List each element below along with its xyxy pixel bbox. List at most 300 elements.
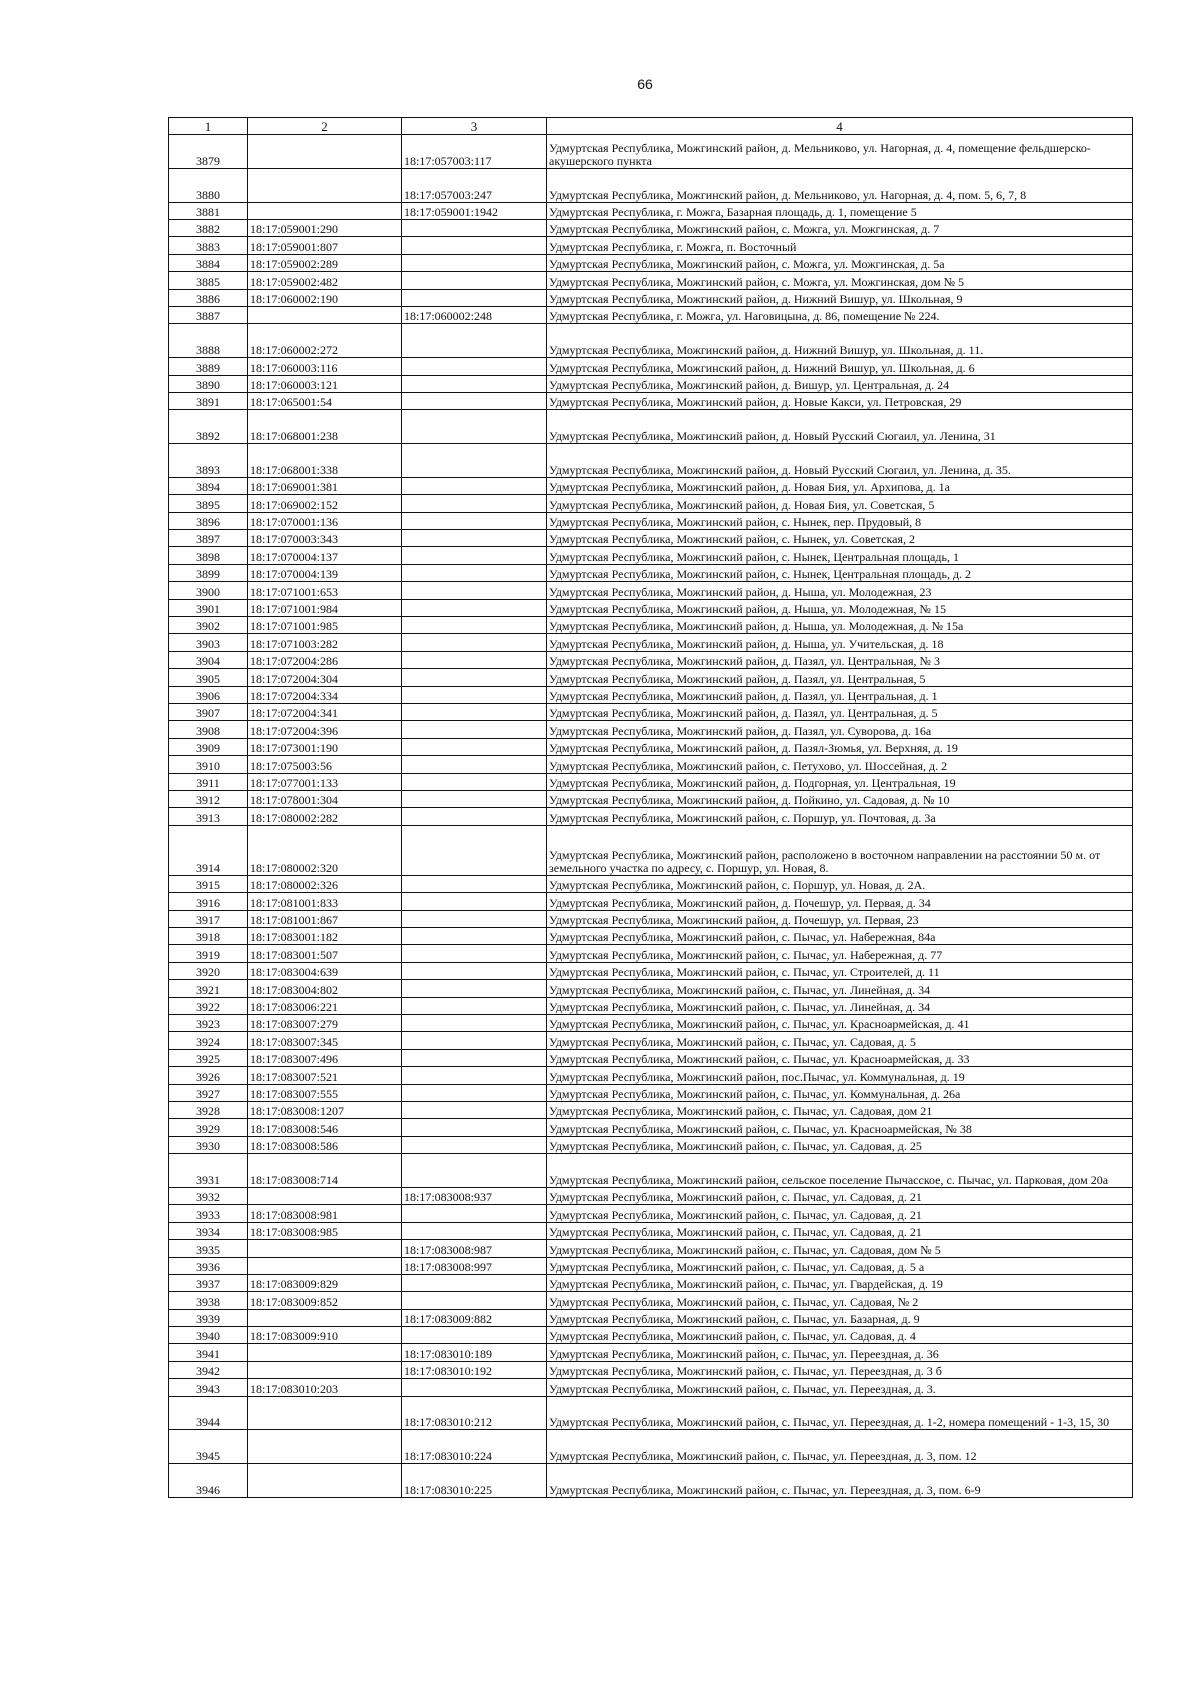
cadastral-number-col3-cell	[402, 444, 547, 478]
cadastral-number-col3-cell: 18:17:057003:247	[402, 168, 547, 202]
address-cell: Удмуртская Республика, Можгинский район, с. Пычас, ул. Линейная, д. 34	[547, 980, 1133, 997]
cadastral-number-col2-cell: 18:17:072004:341	[248, 703, 402, 720]
row-number-cell: 3889	[169, 358, 248, 375]
table-row	[169, 1015, 1133, 1032]
cadastral-number-col2-cell: 18:17:083007:555	[248, 1084, 402, 1101]
cadastral-number-col3-cell	[402, 375, 547, 392]
cadastral-number-col2-cell	[248, 1344, 402, 1361]
cadastral-number-col3-cell	[402, 1015, 547, 1032]
cadastral-number-col2-cell: 18:17:072004:334	[248, 686, 402, 703]
row-number-cell: 3891	[169, 392, 248, 409]
table-row	[169, 410, 1133, 444]
address-cell: Удмуртская Республика, г. Можга, ул. Наговицына, д. 86, помещение № 224.	[547, 306, 1133, 323]
row-number-cell: 3935	[169, 1240, 248, 1257]
address-cell: Удмуртская Республика, Можгинский район, д. Пазял, ул. Центральная, д. 1	[547, 686, 1133, 703]
cadastral-number-col2-cell: 18:17:073001:190	[248, 738, 402, 755]
address-cell: Удмуртская Республика, Можгинский район, с. Пычас, ул. Садовая, д. 21	[547, 1222, 1133, 1239]
table-row	[169, 582, 1133, 599]
cadastral-number-col3-cell: 18:17:057003:117	[402, 135, 547, 169]
cadastral-number-col2-cell: 18:17:083009:829	[248, 1274, 402, 1291]
cadastral-number-col3-cell	[402, 1274, 547, 1291]
cadastral-number-col2-cell: 18:17:068001:238	[248, 410, 402, 444]
cadastral-number-col3-cell	[402, 1119, 547, 1136]
row-number-cell: 3897	[169, 530, 248, 547]
address-cell: Удмуртская Республика, Можгинский район, с. Пычас, ул. Красноармейская, д. 33	[547, 1049, 1133, 1066]
cadastral-number-col2-cell	[248, 1187, 402, 1204]
row-number-cell: 3893	[169, 444, 248, 478]
table-row	[169, 1274, 1133, 1291]
address-cell: Удмуртская Республика, Можгинский район, д. Почешур, ул. Первая, д. 34	[547, 893, 1133, 910]
table-row	[169, 738, 1133, 755]
row-number-cell: 3881	[169, 202, 248, 219]
address-cell: Удмуртская Республика, Можгинский район, с. Пычас, ул. Линейная, д. 34	[547, 997, 1133, 1014]
cadastral-number-col3-cell	[402, 1205, 547, 1222]
cadastral-number-col2-cell: 18:17:083007:345	[248, 1032, 402, 1049]
cadastral-number-col3-cell	[402, 477, 547, 494]
address-cell: Удмуртская Республика, Можгинский район, пос.Пычас, ул. Коммунальная, д. 19	[547, 1067, 1133, 1084]
cadastral-number-col3-cell: 18:17:083008:987	[402, 1240, 547, 1257]
cadastral-number-col2-cell: 18:17:083006:221	[248, 997, 402, 1014]
cadastral-number-col3-cell	[402, 272, 547, 289]
row-number-cell: 3918	[169, 928, 248, 945]
cadastral-number-col2-cell: 18:17:083008:1207	[248, 1101, 402, 1118]
address-cell: Удмуртская Республика, Можгинский район, с. Пычас, ул. Коммунальная, д. 26а	[547, 1084, 1133, 1101]
cadastral-number-col3-cell	[402, 495, 547, 512]
cadastral-number-col3-cell	[402, 254, 547, 271]
table-row	[169, 495, 1133, 512]
address-cell: Удмуртская Республика, Можгинский район, с. Пычас, ул. Переездная, д. 3.	[547, 1379, 1133, 1396]
row-number-cell: 3919	[169, 945, 248, 962]
cadastral-number-col2-cell: 18:17:080002:326	[248, 875, 402, 892]
table-row	[169, 980, 1133, 997]
table-row	[169, 1464, 1133, 1498]
table-row	[169, 272, 1133, 289]
cadastral-number-col2-cell: 18:17:083001:182	[248, 928, 402, 945]
table-row	[169, 1327, 1133, 1344]
row-number-cell: 3890	[169, 375, 248, 392]
cadastral-number-col2-cell	[248, 135, 402, 169]
table-row	[169, 289, 1133, 306]
cadastral-number-col3-cell	[402, 1049, 547, 1066]
table-row	[169, 202, 1133, 219]
row-number-cell: 3882	[169, 219, 248, 236]
table-row	[169, 530, 1133, 547]
cadastral-number-col2-cell	[248, 168, 402, 202]
column-header-3: 3	[402, 118, 547, 135]
address-cell: Удмуртская Республика, Можгинский район, с. Пычас, ул. Переездная, д. 3, пом. 6-9	[547, 1464, 1133, 1498]
address-cell: Удмуртская Республика, Можгинский район, д. Почешур, ул. Первая, 23	[547, 910, 1133, 927]
cadastral-number-col3-cell	[402, 1154, 547, 1188]
table-row	[169, 634, 1133, 651]
header-row	[169, 118, 1133, 135]
cadastral-number-col2-cell: 18:17:071001:985	[248, 617, 402, 634]
table-row	[169, 324, 1133, 358]
cadastral-number-col2-cell: 18:17:083008:546	[248, 1119, 402, 1136]
cadastral-number-col3-cell	[402, 582, 547, 599]
cadastral-number-col3-cell: 18:17:083008:937	[402, 1187, 547, 1204]
address-cell: Удмуртская Республика, Можгинский район, с. Пычас, ул. Переездная, д. 1-2, номера помещений - 1-3, 15, 30	[547, 1396, 1133, 1430]
address-cell: Удмуртская Республика, Можгинский район, с. Пычас, ул. Садовая, № 2	[547, 1292, 1133, 1309]
column-header-2: 2	[248, 118, 402, 135]
cadastral-number-col2-cell: 18:17:072004:396	[248, 721, 402, 738]
row-number-cell: 3907	[169, 703, 248, 720]
cadastral-number-col3-cell	[402, 1379, 547, 1396]
table-row	[169, 1187, 1133, 1204]
cadastral-number-col3-cell	[402, 910, 547, 927]
table-row	[169, 1396, 1133, 1430]
row-number-cell: 3880	[169, 168, 248, 202]
address-cell: Удмуртская Республика, Можгинский район, с. Пычас, ул. Базарная, д. 9	[547, 1309, 1133, 1326]
row-number-cell: 3937	[169, 1274, 248, 1291]
table-row	[169, 599, 1133, 616]
row-number-cell: 3884	[169, 254, 248, 271]
table-row	[169, 237, 1133, 254]
row-number-cell: 3927	[169, 1084, 248, 1101]
cadastral-number-col3-cell	[402, 512, 547, 529]
row-number-cell: 3940	[169, 1327, 248, 1344]
cadastral-number-col3-cell	[402, 547, 547, 564]
cadastral-number-col2-cell: 18:17:071003:282	[248, 634, 402, 651]
address-cell: Удмуртская Республика, Можгинский район, с. Пычас, ул. Садовая, д. 5	[547, 1032, 1133, 1049]
cadastral-number-col2-cell	[248, 1361, 402, 1378]
cadastral-number-col3-cell	[402, 928, 547, 945]
cadastral-number-col3-cell	[402, 324, 547, 358]
row-number-cell: 3906	[169, 686, 248, 703]
address-cell: Удмуртская Республика, Можгинский район, с. Можга, ул. Можгинская, дом № 5	[547, 272, 1133, 289]
cadastral-number-col3-cell	[402, 564, 547, 581]
table-row	[169, 1067, 1133, 1084]
cadastral-number-col3-cell	[402, 893, 547, 910]
table-row	[169, 1084, 1133, 1101]
column-header-1: 1	[169, 118, 248, 135]
row-number-cell: 3932	[169, 1187, 248, 1204]
cadastral-number-col3-cell	[402, 1032, 547, 1049]
table-row	[169, 721, 1133, 738]
table-row	[169, 773, 1133, 790]
cadastral-number-col3-cell	[402, 1101, 547, 1118]
cadastral-number-col2-cell: 18:17:083007:279	[248, 1015, 402, 1032]
row-number-cell: 3921	[169, 980, 248, 997]
table-row	[169, 1136, 1133, 1153]
table-row	[169, 477, 1133, 494]
table-row	[169, 1379, 1133, 1396]
table-row	[169, 1032, 1133, 1049]
row-number-cell: 3883	[169, 237, 248, 254]
table-row	[169, 135, 1133, 169]
table-row	[169, 790, 1133, 807]
row-number-cell: 3945	[169, 1430, 248, 1464]
cadastral-number-col3-cell	[402, 756, 547, 773]
row-number-cell: 3915	[169, 875, 248, 892]
address-cell: Удмуртская Республика, г. Можга, Базарная площадь, д. 1, помещение 5	[547, 202, 1133, 219]
cadastral-number-col2-cell: 18:17:070004:139	[248, 564, 402, 581]
address-cell: Удмуртская Республика, Можгинский район, с. Петухово, ул. Шоссейная, д. 2	[547, 756, 1133, 773]
table-row	[169, 893, 1133, 910]
table-row	[169, 875, 1133, 892]
table-row	[169, 651, 1133, 668]
row-number-cell: 3917	[169, 910, 248, 927]
cadastral-number-col2-cell: 18:17:080002:282	[248, 808, 402, 825]
address-cell: Удмуртская Республика, г. Можга, п. Восточный	[547, 237, 1133, 254]
cadastral-number-col2-cell: 18:17:083010:203	[248, 1379, 402, 1396]
row-number-cell: 3928	[169, 1101, 248, 1118]
row-number-cell: 3910	[169, 756, 248, 773]
cadastral-number-col2-cell: 18:17:083008:714	[248, 1154, 402, 1188]
cadastral-number-col3-cell: 18:17:083010:212	[402, 1396, 547, 1430]
cadastral-number-col2-cell: 18:17:059002:289	[248, 254, 402, 271]
cadastral-number-col2-cell: 18:17:060002:190	[248, 289, 402, 306]
cadastral-number-col2-cell: 18:17:070001:136	[248, 512, 402, 529]
row-number-cell: 3895	[169, 495, 248, 512]
cadastral-number-col3-cell	[402, 410, 547, 444]
table-row	[169, 1205, 1133, 1222]
cadastral-number-col2-cell: 18:17:078001:304	[248, 790, 402, 807]
address-cell: Удмуртская Республика, Можгинский район, д. Пазял, ул. Центральная, 5	[547, 669, 1133, 686]
address-cell: Удмуртская Республика, Можгинский район, д. Пазял, ул. Суворова, д. 16а	[547, 721, 1133, 738]
table-row	[169, 168, 1133, 202]
row-number-cell: 3930	[169, 1136, 248, 1153]
address-cell: Удмуртская Республика, Можгинский район, д. Новый Русский Сюгаил, ул. Ленина, д. 35.	[547, 444, 1133, 478]
address-cell: Удмуртская Республика, Можгинский район, с. Пычас, ул. Красноармейская, д. 41	[547, 1015, 1133, 1032]
cadastral-number-col2-cell: 18:17:070004:137	[248, 547, 402, 564]
table-row	[169, 1257, 1133, 1274]
table-row	[169, 1430, 1133, 1464]
table-row	[169, 1101, 1133, 1118]
address-cell: Удмуртская Республика, Можгинский район, с. Пычас, ул. Переездная, д. 3 б	[547, 1361, 1133, 1378]
cadastral-number-col2-cell: 18:17:060003:121	[248, 375, 402, 392]
row-number-cell: 3946	[169, 1464, 248, 1498]
table-row	[169, 808, 1133, 825]
row-number-cell: 3929	[169, 1119, 248, 1136]
address-cell: Удмуртская Республика, Можгинский район, с. Пычас, ул. Гвардейская, д. 19	[547, 1274, 1133, 1291]
address-cell: Удмуртская Республика, Можгинский район, сельское поселение Пычасское, с. Пычас, ул. Парковая, дом 20а	[547, 1154, 1133, 1188]
address-cell: Удмуртская Республика, Можгинский район, с. Пычас, ул. Садовая, дом 21	[547, 1101, 1133, 1118]
row-number-cell: 3898	[169, 547, 248, 564]
cadastral-number-col2-cell: 18:17:083008:586	[248, 1136, 402, 1153]
row-number-cell: 3903	[169, 634, 248, 651]
cadastral-number-col3-cell	[402, 1067, 547, 1084]
cadastral-number-col3-cell: 18:17:083010:192	[402, 1361, 547, 1378]
cadastral-number-col2-cell	[248, 1464, 402, 1498]
cadastral-number-col2-cell: 18:17:060003:116	[248, 358, 402, 375]
cadastral-number-col3-cell	[402, 1327, 547, 1344]
row-number-cell: 3908	[169, 721, 248, 738]
cadastral-number-col3-cell	[402, 790, 547, 807]
address-cell: Удмуртская Республика, Можгинский район, д. Ныша, ул. Молодежная, № 15	[547, 599, 1133, 616]
row-number-cell: 3939	[169, 1309, 248, 1326]
address-cell: Удмуртская Республика, Можгинский район, с. Нынек, Центральная площадь, д. 2	[547, 564, 1133, 581]
cadastral-number-col3-cell	[402, 1222, 547, 1239]
cadastral-number-col3-cell: 18:17:083010:224	[402, 1430, 547, 1464]
row-number-cell: 3926	[169, 1067, 248, 1084]
address-cell: Удмуртская Республика, Можгинский район, д. Ныша, ул. Учительская, д. 18	[547, 634, 1133, 651]
row-number-cell: 3888	[169, 324, 248, 358]
cadastral-number-col3-cell	[402, 237, 547, 254]
column-header-4: 4	[547, 118, 1133, 135]
address-cell: Удмуртская Республика, Можгинский район, с. Пычас, ул. Набережная, д. 77	[547, 945, 1133, 962]
cadastral-number-col2-cell: 18:17:071001:984	[248, 599, 402, 616]
cadastral-number-col3-cell	[402, 721, 547, 738]
cadastral-number-col3-cell	[402, 358, 547, 375]
cadastral-number-col2-cell: 18:17:071001:653	[248, 582, 402, 599]
table-row	[169, 1154, 1133, 1188]
table-row	[169, 392, 1133, 409]
address-cell: Удмуртская Республика, Можгинский район, с. Пычас, ул. Переездная, д. 3, пом. 12	[547, 1430, 1133, 1464]
row-number-cell: 3886	[169, 289, 248, 306]
row-number-cell: 3900	[169, 582, 248, 599]
cadastral-number-col2-cell: 18:17:081001:867	[248, 910, 402, 927]
address-cell: Удмуртская Республика, Можгинский район, с. Поршур, ул. Новая, д. 2А.	[547, 875, 1133, 892]
address-cell: Удмуртская Республика, Можгинский район, с. Можга, ул. Можгинская, д. 5а	[547, 254, 1133, 271]
row-number-cell: 3944	[169, 1396, 248, 1430]
table-row	[169, 254, 1133, 271]
address-cell: Удмуртская Республика, Можгинский район, с. Пычас, ул. Садовая, д. 21	[547, 1187, 1133, 1204]
row-number-cell: 3931	[169, 1154, 248, 1188]
row-number-cell: 3904	[169, 651, 248, 668]
row-number-cell: 3892	[169, 410, 248, 444]
address-cell: Удмуртская Республика, Можгинский район, д. Пойкино, ул. Садовая, д. № 10	[547, 790, 1133, 807]
table-row	[169, 1344, 1133, 1361]
cadastral-number-col2-cell	[248, 1309, 402, 1326]
address-cell: Удмуртская Республика, Можгинский район, с. Поршур, ул. Почтовая, д. 3а	[547, 808, 1133, 825]
row-number-cell: 3920	[169, 962, 248, 979]
table-row	[169, 1222, 1133, 1239]
cadastral-number-col3-cell: 18:17:083008:997	[402, 1257, 547, 1274]
cadastral-number-col3-cell	[402, 997, 547, 1014]
address-cell: Удмуртская Республика, Можгинский район, д. Новая Бия, ул. Архипова, д. 1а	[547, 477, 1133, 494]
row-number-cell: 3902	[169, 617, 248, 634]
cadastral-number-col2-cell	[248, 1240, 402, 1257]
cadastral-number-col2-cell: 18:17:059001:807	[248, 237, 402, 254]
cadastral-number-col3-cell	[402, 392, 547, 409]
cadastral-number-col3-cell	[402, 945, 547, 962]
row-number-cell: 3879	[169, 135, 248, 169]
address-cell: Удмуртская Республика, Можгинский район, д. Вишур, ул. Центральная, д. 24	[547, 375, 1133, 392]
row-number-cell: 3943	[169, 1379, 248, 1396]
address-cell: Удмуртская Республика, Можгинский район, д. Пазял, ул. Центральная, д. 5	[547, 703, 1133, 720]
address-cell: Удмуртская Республика, Можгинский район, с. Нынек, ул. Советская, 2	[547, 530, 1133, 547]
row-number-cell: 3933	[169, 1205, 248, 1222]
address-cell: Удмуртская Республика, Можгинский район, д. Нижний Вишур, ул. Школьная, д. 11.	[547, 324, 1133, 358]
table-row	[169, 1309, 1133, 1326]
cadastral-number-col3-cell	[402, 738, 547, 755]
table-row	[169, 358, 1133, 375]
cadastral-number-col3-cell	[402, 1136, 547, 1153]
table-row	[169, 219, 1133, 236]
address-cell: Удмуртская Республика, Можгинский район, д. Ныша, ул. Молодежная, д. № 15а	[547, 617, 1133, 634]
address-cell: Удмуртская Республика, Можгинский район, д. Пазял, ул. Центральная, № 3	[547, 651, 1133, 668]
cadastral-number-col2-cell: 18:17:080002:320	[248, 825, 402, 875]
address-cell: Удмуртская Республика, Можгинский район, с. Пычас, ул. Садовая, д. 5 а	[547, 1257, 1133, 1274]
address-cell: Удмуртская Республика, Можгинский район, д. Нижний Вишур, ул. Школьная, 9	[547, 289, 1133, 306]
table-row	[169, 1361, 1133, 1378]
cadastral-number-col2-cell: 18:17:069002:152	[248, 495, 402, 512]
address-cell: Удмуртская Республика, Можгинский район, д. Подгорная, ул. Центральная, 19	[547, 773, 1133, 790]
table-row	[169, 703, 1133, 720]
table-row	[169, 1292, 1133, 1309]
row-number-cell: 3934	[169, 1222, 248, 1239]
registry-table	[168, 117, 1133, 1498]
row-number-cell: 3899	[169, 564, 248, 581]
address-cell: Удмуртская Республика, Можгинский район, с. Пычас, ул. Красноармейская, № 38	[547, 1119, 1133, 1136]
cadastral-number-col2-cell	[248, 1396, 402, 1430]
cadastral-number-col2-cell: 18:17:083007:496	[248, 1049, 402, 1066]
table-row	[169, 564, 1133, 581]
cadastral-number-col2-cell	[248, 1257, 402, 1274]
cadastral-number-col2-cell: 18:17:083007:521	[248, 1067, 402, 1084]
address-cell: Удмуртская Республика, Можгинский район, с. Пычас, ул. Садовая, д. 21	[547, 1205, 1133, 1222]
cadastral-number-col2-cell: 18:17:083001:507	[248, 945, 402, 962]
address-cell: Удмуртская Республика, Можгинский район, д. Мельниково, ул. Нагорная, д. 4, помещение фельдшерско-акушерского пункта	[547, 135, 1133, 169]
address-cell: Удмуртская Республика, Можгинский район, с. Пычас, ул. Садовая, д. 25	[547, 1136, 1133, 1153]
row-number-cell: 3885	[169, 272, 248, 289]
table-row	[169, 825, 1133, 875]
cadastral-number-col2-cell: 18:17:081001:833	[248, 893, 402, 910]
cadastral-number-col3-cell	[402, 219, 547, 236]
address-cell: Удмуртская Республика, Можгинский район, д. Новые Какси, ул. Петровская, 29	[547, 392, 1133, 409]
row-number-cell: 3912	[169, 790, 248, 807]
address-cell: Удмуртская Республика, Можгинский район, с. Можга, ул. Можгинская, д. 7	[547, 219, 1133, 236]
address-cell: Удмуртская Республика, Можгинский район, д. Новый Русский Сюгаил, ул. Ленина, 31	[547, 410, 1133, 444]
row-number-cell: 3913	[169, 808, 248, 825]
address-cell: Удмуртская Республика, Можгинский район, д. Мельниково, ул. Нагорная, д. 4, пом. 5, 6, 7, 8	[547, 168, 1133, 202]
page-number: 66	[637, 76, 653, 92]
cadastral-number-col2-cell: 18:17:075003:56	[248, 756, 402, 773]
cadastral-number-col3-cell	[402, 651, 547, 668]
table-row	[169, 997, 1133, 1014]
table-row	[169, 962, 1133, 979]
cadastral-number-col3-cell	[402, 599, 547, 616]
cadastral-number-col2-cell	[248, 202, 402, 219]
address-cell: Удмуртская Республика, Можгинский район, с. Нынек, пер. Прудовый, 8	[547, 512, 1133, 529]
cadastral-number-col2-cell: 18:17:072004:286	[248, 651, 402, 668]
address-cell: Удмуртская Республика, Можгинский район, с. Пычас, ул. Садовая, дом № 5	[547, 1240, 1133, 1257]
address-cell: Удмуртская Республика, Можгинский район, с. Нынек, Центральная площадь, 1	[547, 547, 1133, 564]
cadastral-number-col3-cell	[402, 289, 547, 306]
cadastral-number-col2-cell: 18:17:083004:802	[248, 980, 402, 997]
table-row	[169, 1049, 1133, 1066]
row-number-cell: 3909	[169, 738, 248, 755]
cadastral-number-col2-cell	[248, 1430, 402, 1464]
cadastral-number-col3-cell	[402, 773, 547, 790]
cadastral-number-col3-cell: 18:17:083010:225	[402, 1464, 547, 1498]
row-number-cell: 3911	[169, 773, 248, 790]
cadastral-number-col2-cell: 18:17:060002:272	[248, 324, 402, 358]
address-cell: Удмуртская Республика, Можгинский район, с. Пычас, ул. Строителей, д. 11	[547, 962, 1133, 979]
address-cell: Удмуртская Республика, Можгинский район, д. Нижний Вишур, ул. Школьная, д. 6	[547, 358, 1133, 375]
cadastral-number-col3-cell: 18:17:059001:1942	[402, 202, 547, 219]
cadastral-number-col3-cell	[402, 669, 547, 686]
cadastral-number-col3-cell	[402, 634, 547, 651]
row-number-cell: 3896	[169, 512, 248, 529]
table-body	[169, 135, 1133, 1498]
cadastral-number-col3-cell	[402, 1084, 547, 1101]
cadastral-number-col3-cell: 18:17:060002:248	[402, 306, 547, 323]
row-number-cell: 3925	[169, 1049, 248, 1066]
address-cell: Удмуртская Республика, Можгинский район, д. Пазял-Зюмья, ул. Верхняя, д. 19	[547, 738, 1133, 755]
table-row	[169, 910, 1133, 927]
cadastral-number-col3-cell	[402, 703, 547, 720]
table-row	[169, 547, 1133, 564]
row-number-cell: 3938	[169, 1292, 248, 1309]
address-cell: Удмуртская Республика, Можгинский район, расположено в восточном направлении на расстоянии 50 м. от земельного участка по адресу, с. Поршур, ул. Новая, 8.	[547, 825, 1133, 875]
cadastral-number-col2-cell: 18:17:083009:852	[248, 1292, 402, 1309]
row-number-cell: 3894	[169, 477, 248, 494]
table-row	[169, 945, 1133, 962]
table-header	[169, 118, 1133, 135]
row-number-cell: 3914	[169, 825, 248, 875]
table-row	[169, 306, 1133, 323]
